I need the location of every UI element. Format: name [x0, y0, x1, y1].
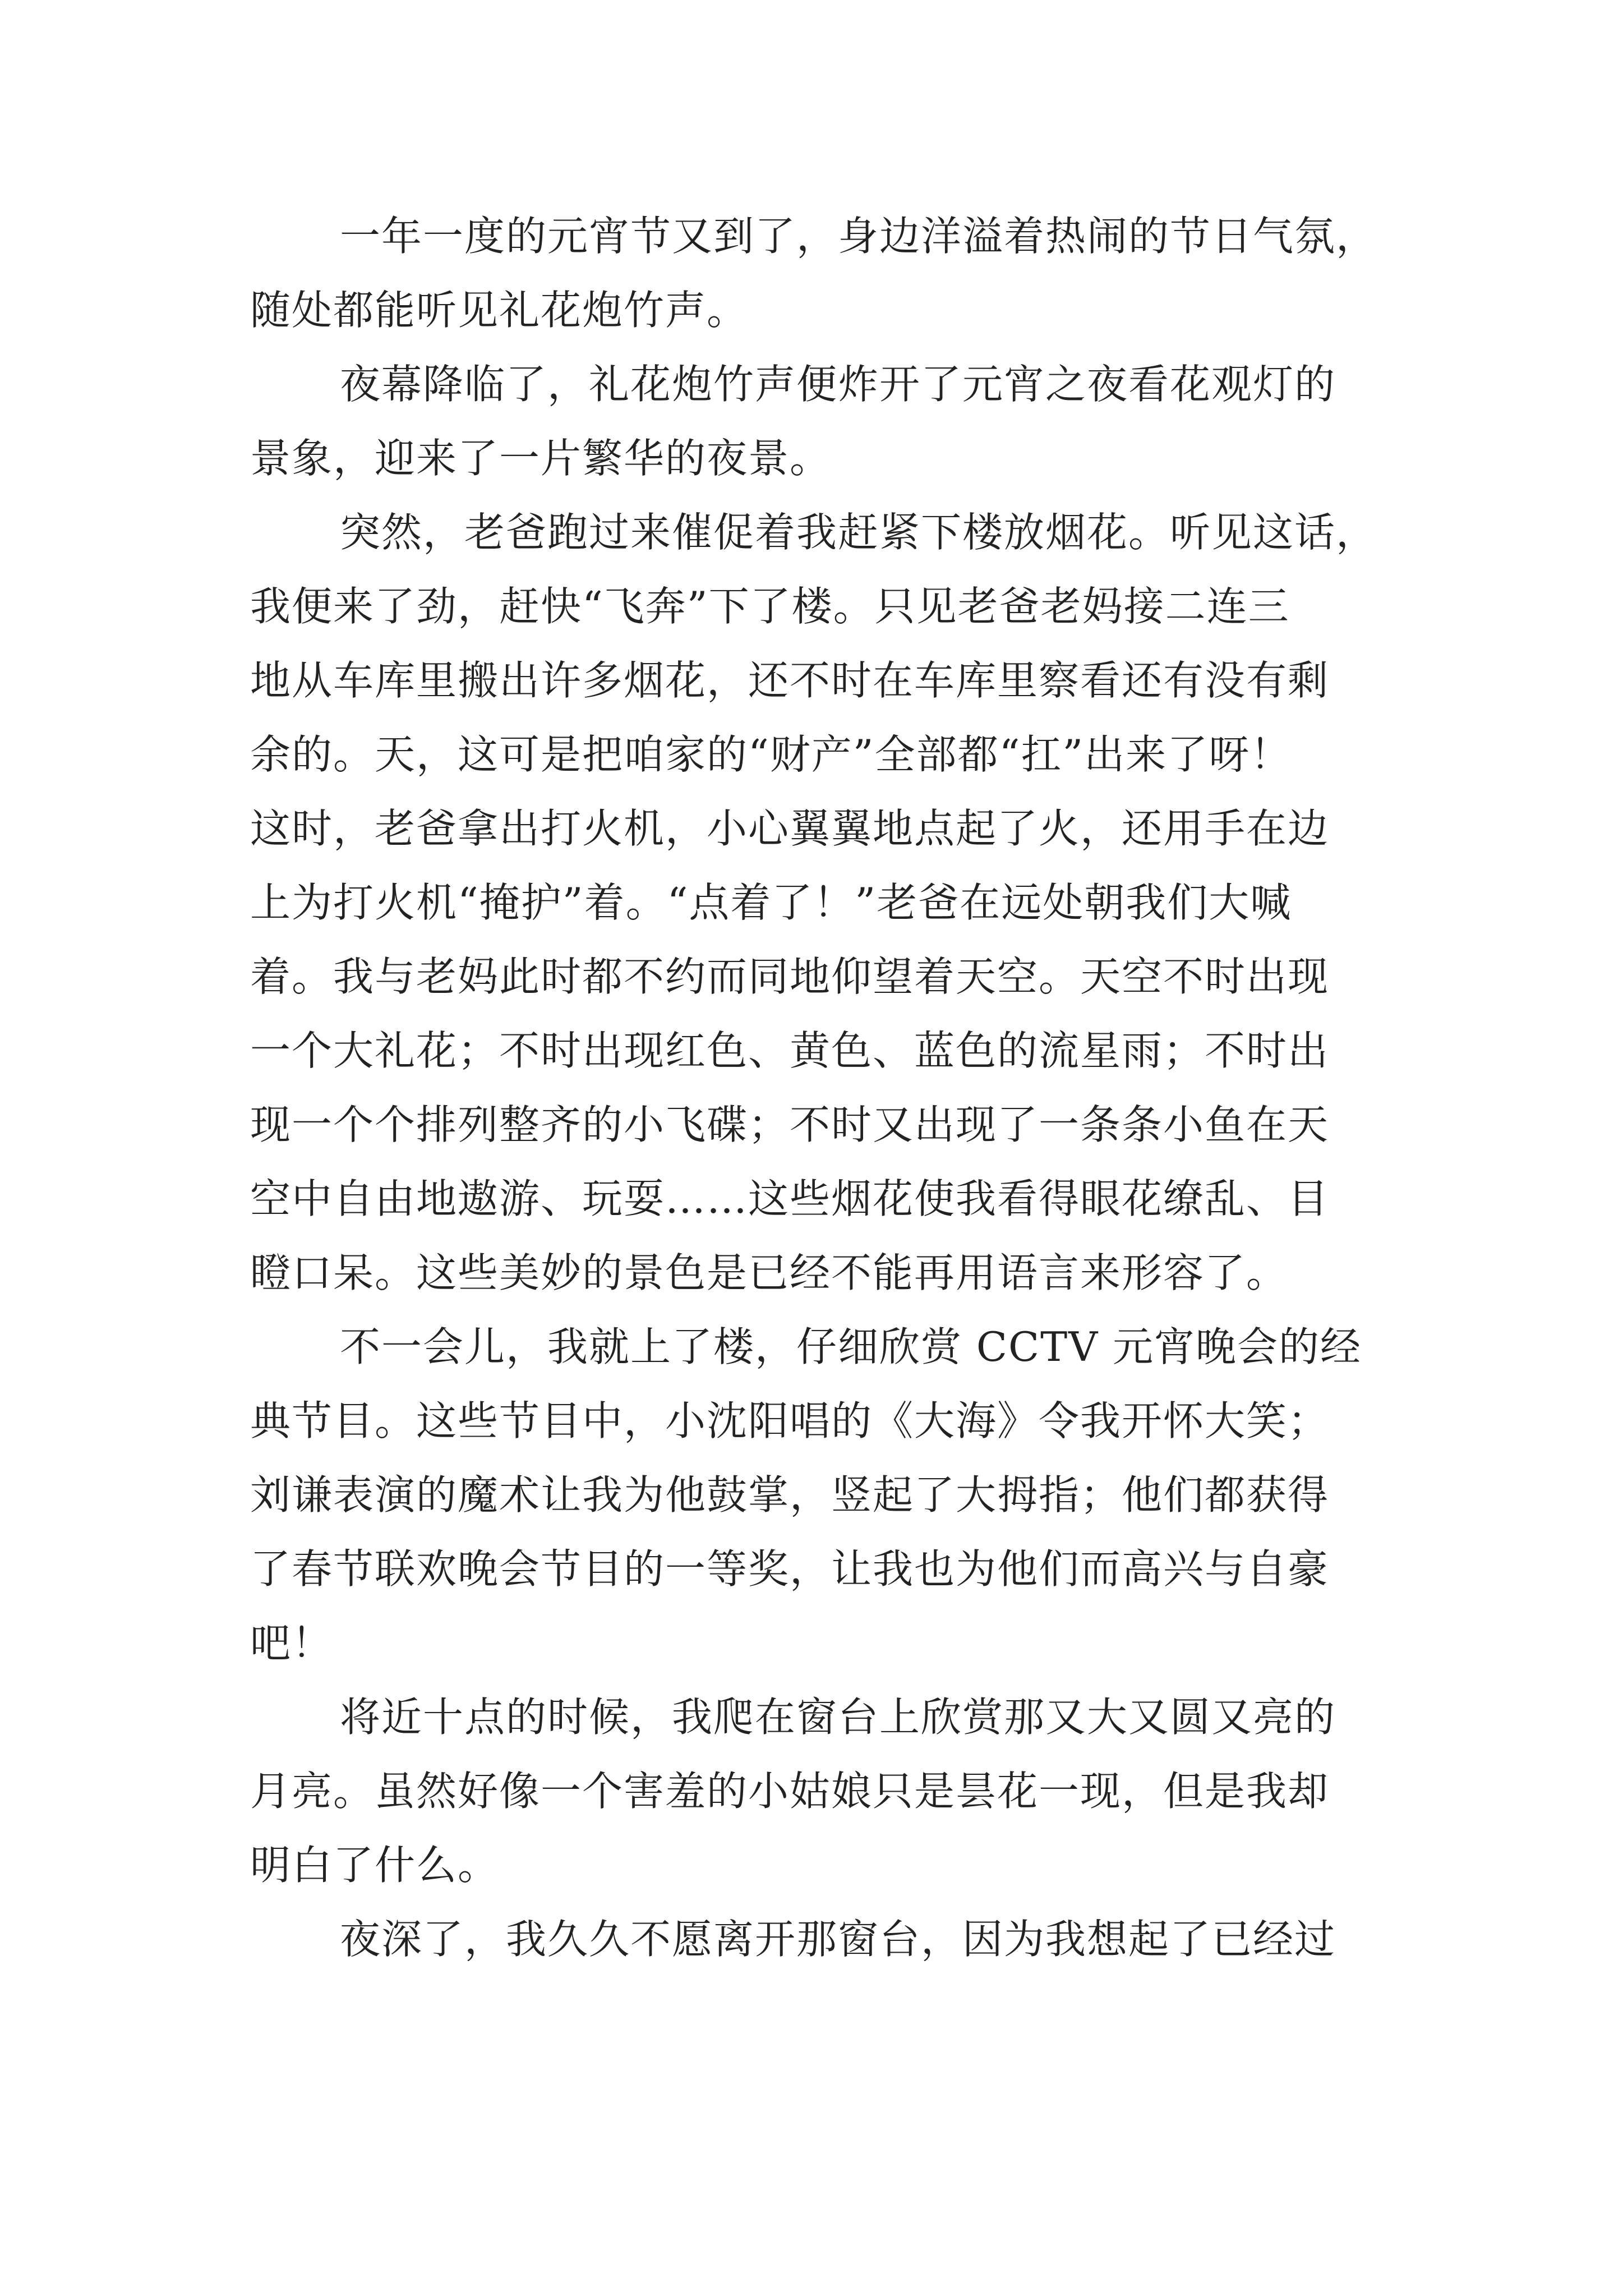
document-body	[250, 199, 1389, 1976]
text-line: 现一个个排列整齐的小飞碟；不时又出现了一条条小鱼在天	[250, 1101, 1330, 1148]
text-line: 夜深了，我久久不愿离开那窗台，因为我想起了已经过	[340, 1916, 1336, 1963]
text-line: 月亮。虽然好像一个害羞的小姑娘只是昙花一现，但是我却	[250, 1768, 1330, 1815]
text-line: 不一会儿，我就上了楼，仔细欣赏 CCTV 元宵晚会的经	[340, 1323, 1362, 1370]
text-line: 空中自由地遨游、玩耍……这些烟花使我看得眼花缭乱、目	[250, 1175, 1330, 1222]
text-line: 将近十点的时候，我爬在窗台上欣赏那又大又圆又亮的	[340, 1694, 1336, 1741]
text-line: 上为打火机“掩护”着。“点着了！”老爸在远处朝我们大喊	[250, 879, 1292, 926]
text-line: 地从车库里搬出许多烟花，还不时在车库里察看还有没有剩	[250, 657, 1330, 704]
text-line: 余的。天，这可是把咱家的“财产”全部都“扛”出来了呀！	[250, 731, 1292, 778]
text-line: 突然，老爸跑过来催促着我赶紧下楼放烟花。听见这话，	[340, 509, 1378, 556]
text-line: 刘谦表演的魔术让我为他鼓掌，竖起了大拇指；他们都获得	[250, 1471, 1330, 1519]
text-line: 景象，迎来了一片繁华的夜景。	[250, 435, 832, 482]
text-line: 吧！	[250, 1619, 334, 1667]
text-line: 典节目。这些节目中，小沈阳唱的《大海》令我开怀大笑；	[250, 1397, 1330, 1444]
text-line: 随处都能听见礼花炮竹声。	[250, 287, 749, 334]
text-line: 瞪口呆。这些美妙的景色是已经不能再用语言来形容了。	[250, 1249, 1288, 1296]
text-line: 我便来了劲，赶快“飞奔”下了楼。只见老爸老妈接二连三	[250, 583, 1290, 630]
text-line: 一年一度的元宵节又到了，身边洋溢着热闹的节日气氛，	[340, 213, 1378, 260]
text-line: 这时，老爸拿出打火机，小心翼翼地点起了火，还用手在边	[250, 805, 1330, 852]
text-line: 夜幕降临了，礼花炮竹声便炸开了元宵之夜看花观灯的	[340, 361, 1336, 408]
text-line: 了春节联欢晚会节目的一等奖，让我也为他们而高兴与自豪	[250, 1545, 1330, 1593]
text-line: 一个大礼花；不时出现红色、黄色、蓝色的流星雨；不时出	[250, 1027, 1330, 1074]
text-line: 明白了什么。	[250, 1842, 500, 1889]
text-line: 着。我与老妈此时都不约而同地仰望着天空。天空不时出现	[250, 953, 1330, 1000]
